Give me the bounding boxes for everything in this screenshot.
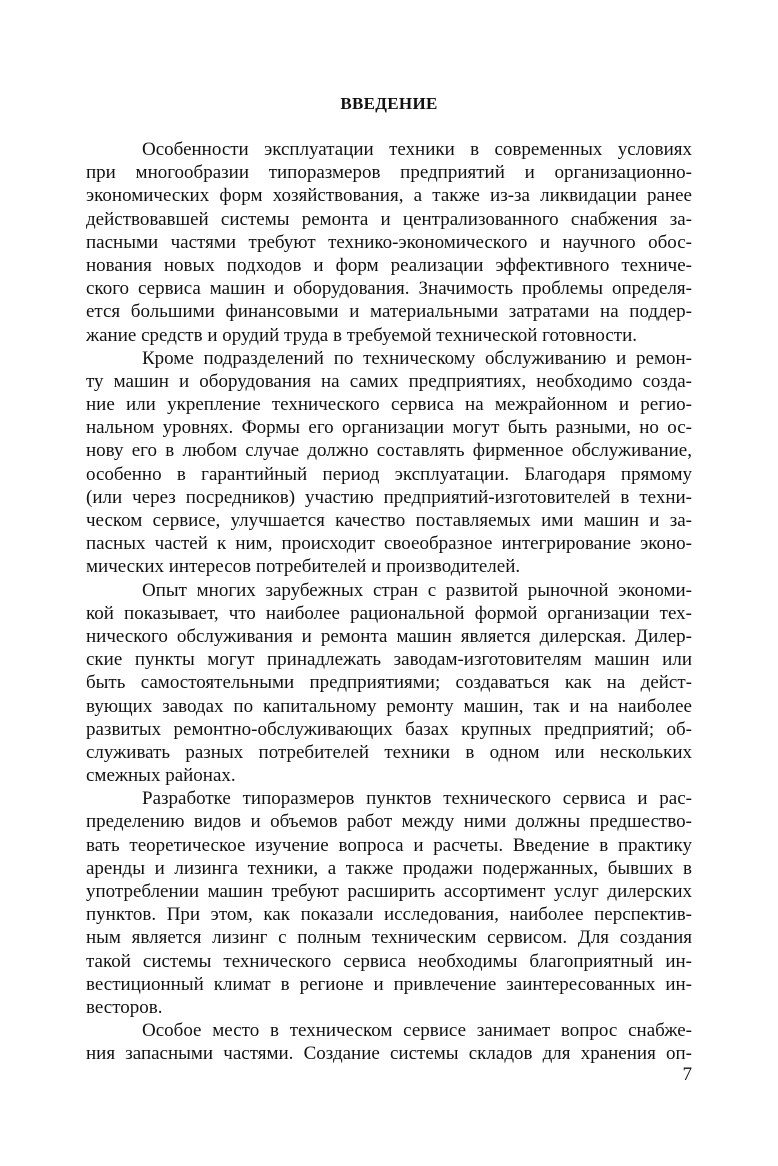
text-line: особенно в гарантийный период эксплуатации. Благодаря прямому xyxy=(86,463,692,485)
text-line: кой показывает, что наиболее рациональной формой организации тех- xyxy=(86,602,692,624)
text-line: ческом сервисе, улучшается качество поставляемых ими машин и за- xyxy=(86,510,692,531)
text-line: ным является лизинг с полным техническим сервисом. Для создания xyxy=(86,927,692,949)
text-line: Кроме подразделений по техническому обслуживанию и ремон- xyxy=(142,347,692,369)
text-line: пасных частей к ним, происходит своеобразное интегрирование эконо- xyxy=(86,533,692,555)
text-line: Особое место в техническом сервисе занимает вопрос снабже- xyxy=(142,1020,692,1042)
text-line: нического обслуживания и ремонта машин является дилерская. Дилер- xyxy=(86,625,692,647)
text-line: ния запасными частями. Создание системы складов для хранения оп- xyxy=(86,1043,692,1065)
text-line: развитых ремонтно-обслуживающих базах крупных предприятий; об- xyxy=(86,718,692,740)
paragraph-1 xyxy=(86,138,692,347)
text-line: Разработке типоразмеров пунктов технического сервиса и рас- xyxy=(142,788,692,810)
text-line: вать теоретическое изучение вопроса и расчеты. Введение в практику xyxy=(86,834,692,856)
text-line: мических интересов потребителей и производителей. xyxy=(86,556,521,578)
text-line: аренды и лизинга техники, а также продажи подержанных, бывших в xyxy=(86,857,692,879)
text-line: действовавшей системы ремонта и централизованного снабжения за- xyxy=(86,208,692,230)
text-line: смежных районах. xyxy=(86,765,236,787)
text-line: нальном уровнях. Формы его организации могут быть разными, но ос- xyxy=(86,417,692,439)
text-line: жание средств и орудий труда в требуемой технической готовности. xyxy=(86,324,638,346)
text-line: Особенности эксплуатации техники в современных условиях xyxy=(142,139,692,160)
document-page xyxy=(86,0,692,1166)
text-line: ту машин и оборудования на самих предприятиях, необходимо созда- xyxy=(86,370,692,392)
text-line: ние или укрепление технического сервиса на межрайонном и регио- xyxy=(86,394,692,416)
text-line: вестиционный климат в регионе и привлечение заинтересованных ин- xyxy=(86,973,692,995)
text-line: ского сервиса машин и оборудования. Значимость проблемы определя- xyxy=(86,278,692,300)
text-line: весторов. xyxy=(86,996,163,1018)
paragraph-4 xyxy=(86,787,692,1019)
text-line: вующих заводах по капитальному ремонту машин, так и на наиболее xyxy=(86,695,692,717)
body-text xyxy=(86,138,692,1066)
text-line: такой системы технического сервиса необходимы благоприятный ин- xyxy=(86,950,692,972)
text-line: пределению видов и объемов работ между ними должны предшество- xyxy=(86,811,692,833)
page-title: ВВЕДЕНИЕ xyxy=(340,94,438,113)
text-line: пасными частями требуют технико-экономического и научного обос- xyxy=(86,231,692,253)
page-number: 7 xyxy=(682,1064,692,1085)
paragraph-3 xyxy=(86,579,692,788)
paragraph-5 xyxy=(86,1019,692,1065)
text-line: употреблении машин требуют расширить ассортимент услуг дилерских xyxy=(86,881,692,902)
text-line: ется большими финансовыми и материальными затратами на поддер- xyxy=(86,301,692,323)
text-line: нову его в любом случае должно составлять фирменное обслуживание, xyxy=(86,440,692,462)
text-line: ские пункты могут принадлежать заводам-изготовителям машин или xyxy=(86,649,692,671)
text-line: Опыт многих зарубежных стран с развитой рыночной экономи- xyxy=(142,579,692,601)
text-line: пунктов. При этом, как показали исследования, наиболее перспектив- xyxy=(86,904,692,926)
text-line: экономических форм хозяйствования, а также из-за ликвидации ранее xyxy=(86,185,692,207)
text-line: быть самостоятельными предприятиями; создаваться как на дейст- xyxy=(86,672,692,694)
text-line: (или через посредников) участию предприятий-изготовителей в техни- xyxy=(86,486,692,508)
text-line: при многообразии типоразмеров предприятий и организационно- xyxy=(86,162,692,184)
paragraph-2 xyxy=(86,347,692,579)
text-line: нования новых подходов и форм реализации эффективного техниче- xyxy=(86,254,692,276)
text-line: служивать разных потребителей техники в одном или нескольких xyxy=(86,741,692,763)
